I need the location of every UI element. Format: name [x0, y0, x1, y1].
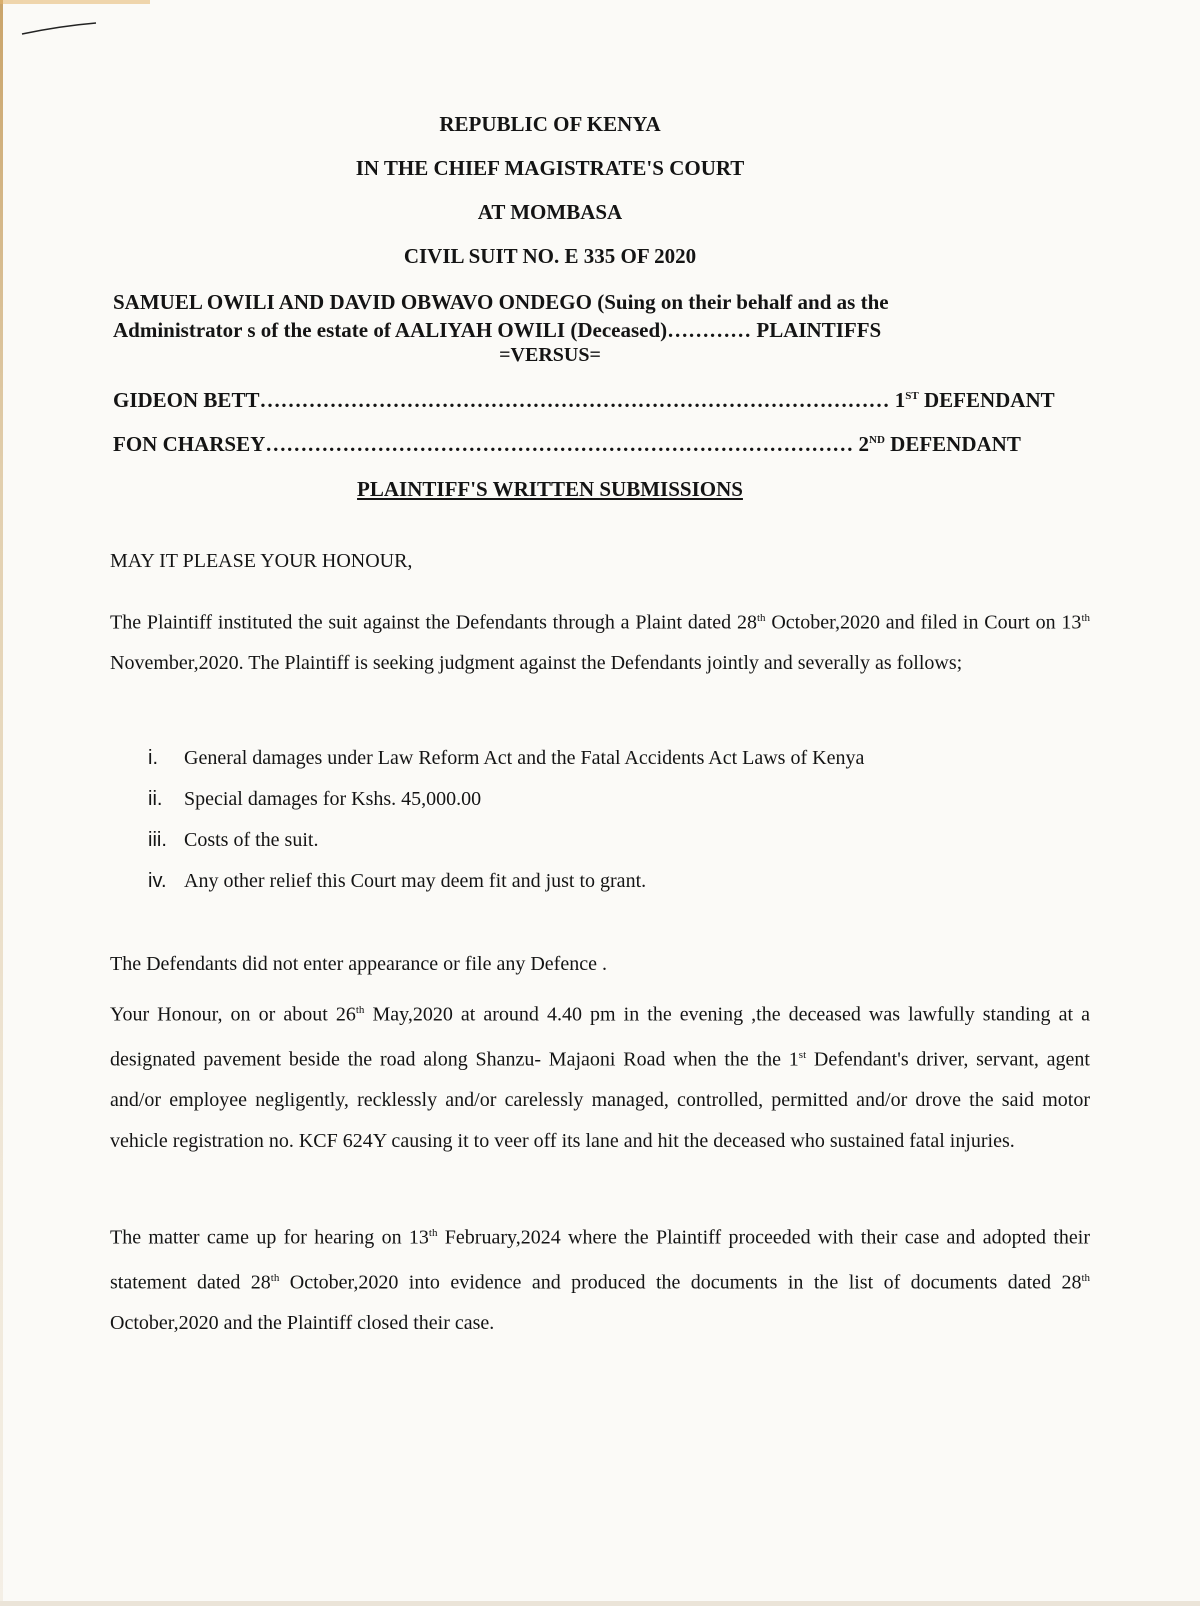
- plaintiffs-line-2: Administrator s of the estate of AALIYAH OWILI (Deceased)………… PLAINTIFFS: [113, 318, 882, 342]
- p3-text-1: Your Honour, on or about 26: [110, 1003, 356, 1026]
- p4-text-1: The matter came up for hearing on 13: [110, 1226, 429, 1249]
- p1-sup-1: th: [756, 612, 766, 624]
- top-edge-mark: [0, 0, 150, 4]
- relief-text: Costs of the suit.: [184, 829, 319, 851]
- page-left-edge-shadow: [0, 0, 3, 1606]
- p3-text-2: May,2020 at around 4.40 pm in the evening ,the deceased was lawfully standing at a designated pavement beside the road along Shanzu- Majaoni Road when the the 1: [110, 1003, 1090, 1071]
- p4-sup-1: th: [428, 1227, 438, 1239]
- p1-text-3: November,2020. The Plaintiff is seeking judgment against the Defendants jointly and severally as follows;: [110, 652, 963, 675]
- plaintiffs-line-1: SAMUEL OWILI AND DAVID OBWAVO ONDEGO (Suing on their behalf and as the: [113, 290, 889, 314]
- relief-number: iv.: [148, 870, 167, 892]
- republic-heading: REPUBLIC OF KENYA: [439, 112, 661, 136]
- defendant-2-name: FON CHARSEY: [113, 432, 266, 456]
- page-bottom-edge: [0, 1601, 1200, 1606]
- paragraph-no-defence: The Defendants did not enter appearance or file any Defence .: [110, 953, 607, 975]
- defendant-2-ordinal-suffix: ND: [869, 434, 885, 446]
- relief-number: i.: [148, 747, 158, 769]
- paragraph-accident-facts: [110, 990, 1090, 1161]
- p4-text-2: February,2024 where the Plaintiff proceeded with their case and adopted their statement dated 28: [110, 1226, 1090, 1294]
- p1-text-1: The Plaintiff instituted the suit against the Defendants through a Plaint dated 28: [110, 611, 757, 634]
- relief-number: ii.: [148, 788, 163, 810]
- p1-text-2: October,2020 and filed in Court on 13: [765, 611, 1082, 634]
- court-heading: IN THE CHIEF MAGISTRATE'S COURT: [355, 156, 745, 180]
- p4-sup-2: th: [270, 1272, 280, 1285]
- reliefs-list: [148, 747, 1098, 911]
- relief-number: iii.: [148, 829, 167, 851]
- defendant-2-dots: …………………………………………………………………………: [265, 432, 854, 456]
- case-number: CIVIL SUIT NO. E 335 OF 2020: [403, 244, 697, 268]
- paragraph-hearing: [110, 1213, 1090, 1344]
- salutation: MAY IT PLEASE YOUR HONOUR,: [110, 550, 413, 572]
- defendant-1-ordinal: 1: [894, 388, 906, 412]
- versus-line: =VERSUS=: [499, 344, 601, 366]
- p4-sup-3: th: [1081, 1272, 1091, 1285]
- document-title: PLAINTIFF'S WRITTEN SUBMISSIONS: [357, 477, 743, 501]
- relief-text: General damages under Law Reform Act and the Fatal Accidents Act Laws of Kenya: [184, 747, 865, 769]
- p3-sup-2: st: [798, 1049, 807, 1062]
- defendant-1-name: GIDEON BETT: [113, 388, 260, 412]
- relief-item: [148, 870, 1098, 911]
- defendant-2-role: DEFENDANT: [884, 432, 1021, 456]
- relief-text: Any other relief this Court may deem fit and just to grant.: [184, 870, 647, 892]
- relief-item: [148, 829, 1098, 870]
- defendant-1-dots: ………………………………………………………………………………: [259, 388, 890, 412]
- p3-text-3: Defendant's driver, servant, agent and/or employee negligently, recklessly and/or carelessly managed, controlled, permitted and/or drove the said motor vehicle registration no. KCF 624Y causing it to veer off its lane and hit the deceased who sustained fatal injuries.: [110, 1048, 1090, 1152]
- pen-stroke-mark: [20, 18, 100, 40]
- defendant-1-ordinal-suffix: ST: [905, 390, 919, 402]
- relief-item: [148, 747, 1098, 788]
- p1-sup-2: th: [1081, 612, 1090, 624]
- p4-text-4: October,2020 and the Plaintiff closed their case.: [110, 1312, 495, 1335]
- defendant-2-line: [113, 432, 1021, 457]
- p4-text-3: October,2020 into evidence and produced the documents in the list of documents dated 28: [279, 1271, 1082, 1294]
- location-heading: AT MOMBASA: [477, 200, 623, 224]
- relief-text: Special damages for Kshs. 45,000.00: [184, 788, 482, 810]
- paragraph-suit-background: [110, 598, 1090, 684]
- plaintiffs-block: [113, 288, 1033, 344]
- relief-item: [148, 788, 1098, 829]
- p3-sup-1: th: [355, 1004, 365, 1016]
- defendant-1-line: [113, 388, 1055, 413]
- defendant-1-role: DEFENDANT: [918, 388, 1055, 412]
- defendant-2-ordinal: 2: [858, 432, 870, 456]
